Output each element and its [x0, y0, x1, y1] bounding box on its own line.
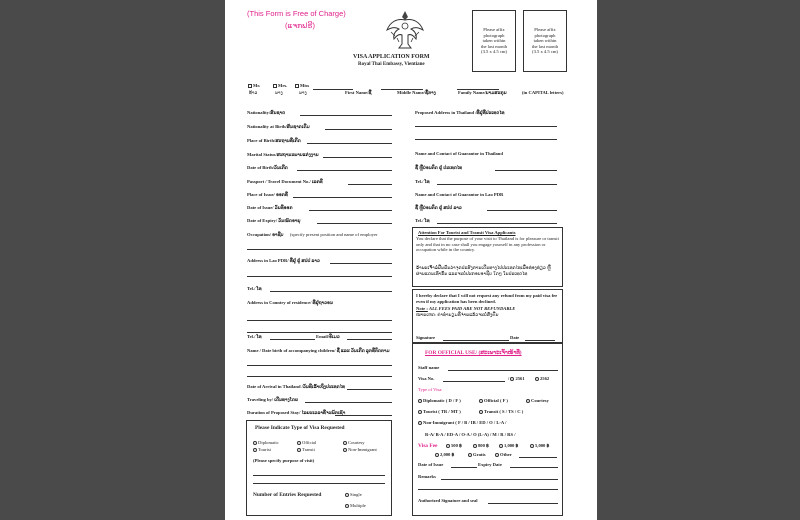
capital-note: (in CAPITAL letters) [522, 90, 564, 95]
guarantor-thai-label: Name and Contact of Guarantor in Thailand [415, 151, 503, 156]
sig-date-label: Date [510, 335, 520, 340]
visa-type-request-box [246, 420, 392, 516]
title-mr[interactable]: Mr. [248, 83, 260, 88]
marital-status-input[interactable] [323, 157, 392, 158]
occupation-label: Occupation/ ອາຊີບ [247, 232, 284, 237]
sig-date-input[interactable] [525, 340, 555, 341]
middle-name-label: Middle Name/ຊື່ກາງ [397, 90, 436, 95]
duration-label: Duration of Proposed Stay/ ໄລຍະເວລາທີ່ຈະພັກເຊົາ [247, 410, 346, 415]
visa-opt-diplomatic[interactable]: Diplomatic [253, 440, 279, 445]
place-birth-label: Place of Birth/ສະຖານທີ່ເກີດ [247, 138, 301, 143]
arrival-input[interactable] [347, 389, 392, 390]
date-issue-input[interactable] [309, 210, 392, 211]
garuda-emblem-icon [385, 8, 425, 50]
free-note-line2: (ແຈກຟຣີ) [285, 21, 315, 30]
purpose-input-1[interactable] [253, 475, 385, 476]
nationality-birth-label: Nationality at Birth/ສັນຊາດເດີມ [247, 124, 310, 129]
address-residence-input-2[interactable] [247, 332, 392, 333]
name-address-thai-input[interactable] [495, 170, 557, 171]
nationality-label: Nationality/ສັນຊາດ [247, 110, 286, 115]
declaration-lao: ໝາຍເຫດ: ຄ່າທຳນຽມທີ່ຈ່າຍແລ້ວຈະບໍ່ສົ່ງຄືນ [416, 312, 499, 317]
official-date-issue-input[interactable] [451, 467, 477, 468]
attention-lao: ຂ້າພະເຈົ້າຂໍຢືນຢັນວ່າຈຸດປະສົງການເດີນທາງໄປປະເທດໄທເພື່ອທ່ອງທ່ຽວ ຫຼື ຜ່ານແດນເທົ່ານັ້ນ ແລະຈະບໍ່ປະກອບອາຊີບ ໃດໆ ໃນປະເທດໄທ [416, 265, 551, 276]
year-option-2[interactable]: 2562 [535, 376, 549, 381]
ov-non-immigrant[interactable]: Non-Immigrant ( F / B / IB / ED / O / L-A / [418, 420, 506, 425]
fee-other[interactable]: Other [495, 452, 512, 457]
remarks-input-1[interactable] [441, 479, 558, 480]
passport-input[interactable] [348, 184, 392, 185]
visa-form-page [225, 0, 597, 520]
accompany-input-2[interactable] [247, 376, 392, 377]
signature-input[interactable] [443, 340, 509, 341]
attention-english: You declare that the purpose of your visit to Thailand is for pleasure or transit only and that in no case shall you engage yourself in any profession or occupation while in the country. [416, 236, 559, 253]
auth-signature-label: Authorized Signature and seal [418, 498, 478, 503]
fee-5000[interactable]: 5,000 ฿ [530, 443, 549, 449]
dob-label: Date of Birth/ວັນເກີດ [247, 165, 288, 170]
mrs-checkbox[interactable] [273, 84, 277, 88]
official-expiry-input[interactable] [510, 467, 558, 468]
ov-diplomatic[interactable]: Diplomatic ( D / F ) [418, 398, 461, 403]
entries-label: Number of Entries Requested [253, 492, 322, 498]
visa-fee-label: Visa Fee [418, 443, 438, 449]
official-expiry-label: Expiry Date [478, 462, 502, 467]
accompany-label: Name / Date birth of accompanying children/ ຊື່ ແລະ ວັນເກີດ ລູກທີ່ຕິດຕາມ [247, 348, 390, 353]
signature-label: Signature [416, 335, 436, 340]
proposed-address-label: Proposed Address in Thailand /ທີ່ຢູ່ທີ່ປະເທດໄທ [415, 110, 505, 115]
purpose-label: (Please specify purpose of visit) [253, 458, 315, 463]
name-address-lao-label: ຊື່ ຫຼືບ່ອນຕິດ ຢູ່ ສປປ ລາວ [415, 205, 462, 210]
date-expiry-input[interactable] [317, 223, 392, 224]
year-option-1[interactable]: / 2561 [508, 376, 525, 381]
fee-2000[interactable]: 2,000 ฿ [435, 452, 454, 458]
remarks-label: Remarks [418, 474, 436, 479]
form-title: VISA APPLICATION FORM [353, 54, 430, 60]
official-date-issue-label: Date of Issue [418, 462, 444, 467]
declaration-note: Note : ALL FEES PAID ARE NOT REFUNDABLE [416, 306, 516, 311]
declaration-box [412, 289, 563, 343]
accompany-input-1[interactable] [247, 365, 392, 366]
tel-lao-label: Tel./ ໂທ [247, 286, 262, 291]
visa-no-label: Visa No. [418, 376, 435, 381]
declaration-english: I hereby declare that I will not request any refund from my paid visa fee even if my application has been declined. [416, 293, 558, 304]
title-miss-lao: ນາງ [299, 90, 307, 95]
proposed-address-input-1[interactable] [415, 126, 557, 127]
visa-opt-non-immigrant[interactable]: Non-Immigrant [343, 447, 377, 452]
family-name-label: Family Name/ນາມສະກຸນ [458, 90, 507, 95]
address-residence-input-1[interactable] [247, 320, 392, 321]
ov-transit[interactable]: Transit ( S / TS / C ) [479, 409, 523, 414]
visa-opt-official[interactable]: Official [297, 440, 316, 445]
fee-1000[interactable]: 1,000 ฿ [499, 443, 518, 449]
title-mrs[interactable]: Mrs. [273, 83, 287, 88]
visa-opt-courtesy[interactable]: Courtesy [343, 440, 365, 445]
address-lao-input-2[interactable] [247, 276, 392, 277]
travel-by-label: Traveling by/ ເດີນທາງໂດຍ [247, 397, 299, 402]
entries-multiple[interactable]: Multiple [345, 503, 366, 508]
staff-name-input[interactable] [448, 370, 558, 371]
photo-box-2[interactable]: Please affix photograph taken within the last month (3.5 x 4.5 cm) [523, 10, 567, 72]
occupation-note: (specify present position and name of employer [290, 232, 378, 237]
title-mrs-lao: ນາງ [275, 90, 283, 95]
nationality-birth-input[interactable] [325, 129, 392, 130]
email-label: Email/ອີເມວ [316, 334, 340, 339]
visa-no-input[interactable] [443, 381, 505, 382]
type-of-visa-label: Type of Visa: [418, 387, 443, 392]
tel-lao-guarantor-label: Tel./ ໂທ [415, 218, 430, 223]
passport-label: Passport / Travel Document No./ ເລກທີ [247, 179, 323, 184]
ov-official[interactable]: Official ( F ) [479, 398, 508, 403]
attention-title: Attention For Tourist and Transit Visa Applicants [418, 230, 516, 235]
title-miss[interactable]: Miss [295, 83, 309, 88]
nationality-input[interactable] [300, 115, 392, 116]
tel-lao-guarantor-input[interactable] [437, 223, 557, 224]
ov-non-immigrant-row2: R-A/ B-A / ED-A / O-A / O (L-A) / M / R / RS / [425, 432, 516, 437]
arrival-label: Date of Arrival in Thailand /ວັນທີເຂົ້າເຖິງປະເທດໄທ [247, 384, 345, 389]
visa-type-request-title: Please Indicate Type of Visa Requested [255, 425, 345, 431]
first-name-label: First Name/ຊື່ [345, 90, 372, 95]
travel-by-input[interactable] [305, 402, 392, 403]
tel-lao-input[interactable] [270, 291, 392, 292]
proposed-address-input-2[interactable] [415, 139, 557, 140]
place-issue-input[interactable] [293, 197, 392, 198]
occupation-input[interactable] [247, 249, 392, 250]
place-issue-label: Place of Issue/ ອອກທີ່ [247, 192, 288, 197]
address-lao-input-1[interactable] [330, 263, 392, 264]
fee-gratis[interactable]: Gratis [468, 452, 486, 457]
ov-courtesy[interactable]: Courtesy [526, 398, 549, 403]
embassy-name: Royal Thai Embassy, Vientiane [358, 62, 425, 67]
tel-thai-label: Tel./ ໂທ [415, 179, 430, 184]
place-birth-input[interactable] [307, 143, 392, 144]
marital-status-label: Marital Status/ສະຖານະພາບແຕ່ງງານ [247, 152, 319, 157]
duration-input[interactable] [335, 415, 392, 416]
ov-tourist[interactable]: Tourist ( TR / MT ) [418, 409, 461, 414]
visa-opt-tourist[interactable]: Tourist [253, 447, 271, 452]
tel-thai-input[interactable] [437, 184, 557, 185]
free-note-line1: (This Form is Free of Charge) [247, 9, 346, 18]
visa-opt-transit[interactable]: Transit [297, 447, 315, 452]
staff-name-label: Staff name [418, 365, 440, 370]
entries-single[interactable]: Single [345, 492, 362, 497]
guarantor-lao-label: Name and Contact of Guarantor in Lao PDR [415, 192, 504, 197]
name-address-lao-input[interactable] [487, 210, 557, 211]
fee-800[interactable]: 800 ฿ [473, 443, 489, 449]
address-lao-label: Address in Lao PDR/ ທີ່ຢູ່ ຢູ່ ສປປ ລາວ [247, 258, 320, 263]
official-use-box [412, 343, 563, 516]
mr-checkbox[interactable] [248, 84, 252, 88]
miss-checkbox[interactable] [295, 84, 299, 88]
purpose-input-2[interactable] [253, 483, 385, 484]
remarks-input-2[interactable] [418, 489, 558, 490]
fee-500[interactable]: 500 ฿ [446, 443, 462, 449]
auth-signature-input[interactable] [488, 503, 558, 504]
official-title: FOR OFFICIAL USE/ (ສະເພາະເຈົ້າໜ້າທີ່) [425, 350, 522, 356]
fee-other-input[interactable] [519, 457, 557, 458]
photo-box-1[interactable]: Please affix photograph taken within the last month (3.5 x 4.5 cm) [472, 10, 516, 72]
tel-residence-input[interactable] [270, 339, 315, 340]
date-issue-label: Date of Issue/ ວັນທີອອກ [247, 205, 293, 210]
date-expiry-label: Date of Expiry/ ວັນໝົດອາຍຸ [247, 218, 301, 223]
title-mr-lao: ທ້າວ [249, 90, 258, 95]
name-address-thai-label: ຊື່ ຫຼືບ່ອນຕິດ ຢູ່ ປະເທດໄທ [415, 165, 463, 170]
email-input[interactable] [347, 339, 392, 340]
dob-input[interactable] [297, 170, 392, 171]
address-residence-label: Address in Country of residence/ ທີ່ຢູ່ຖາວອນ [247, 300, 333, 305]
tel-residence-label: Tel./ ໂທ [247, 334, 262, 339]
attention-box [412, 227, 563, 287]
